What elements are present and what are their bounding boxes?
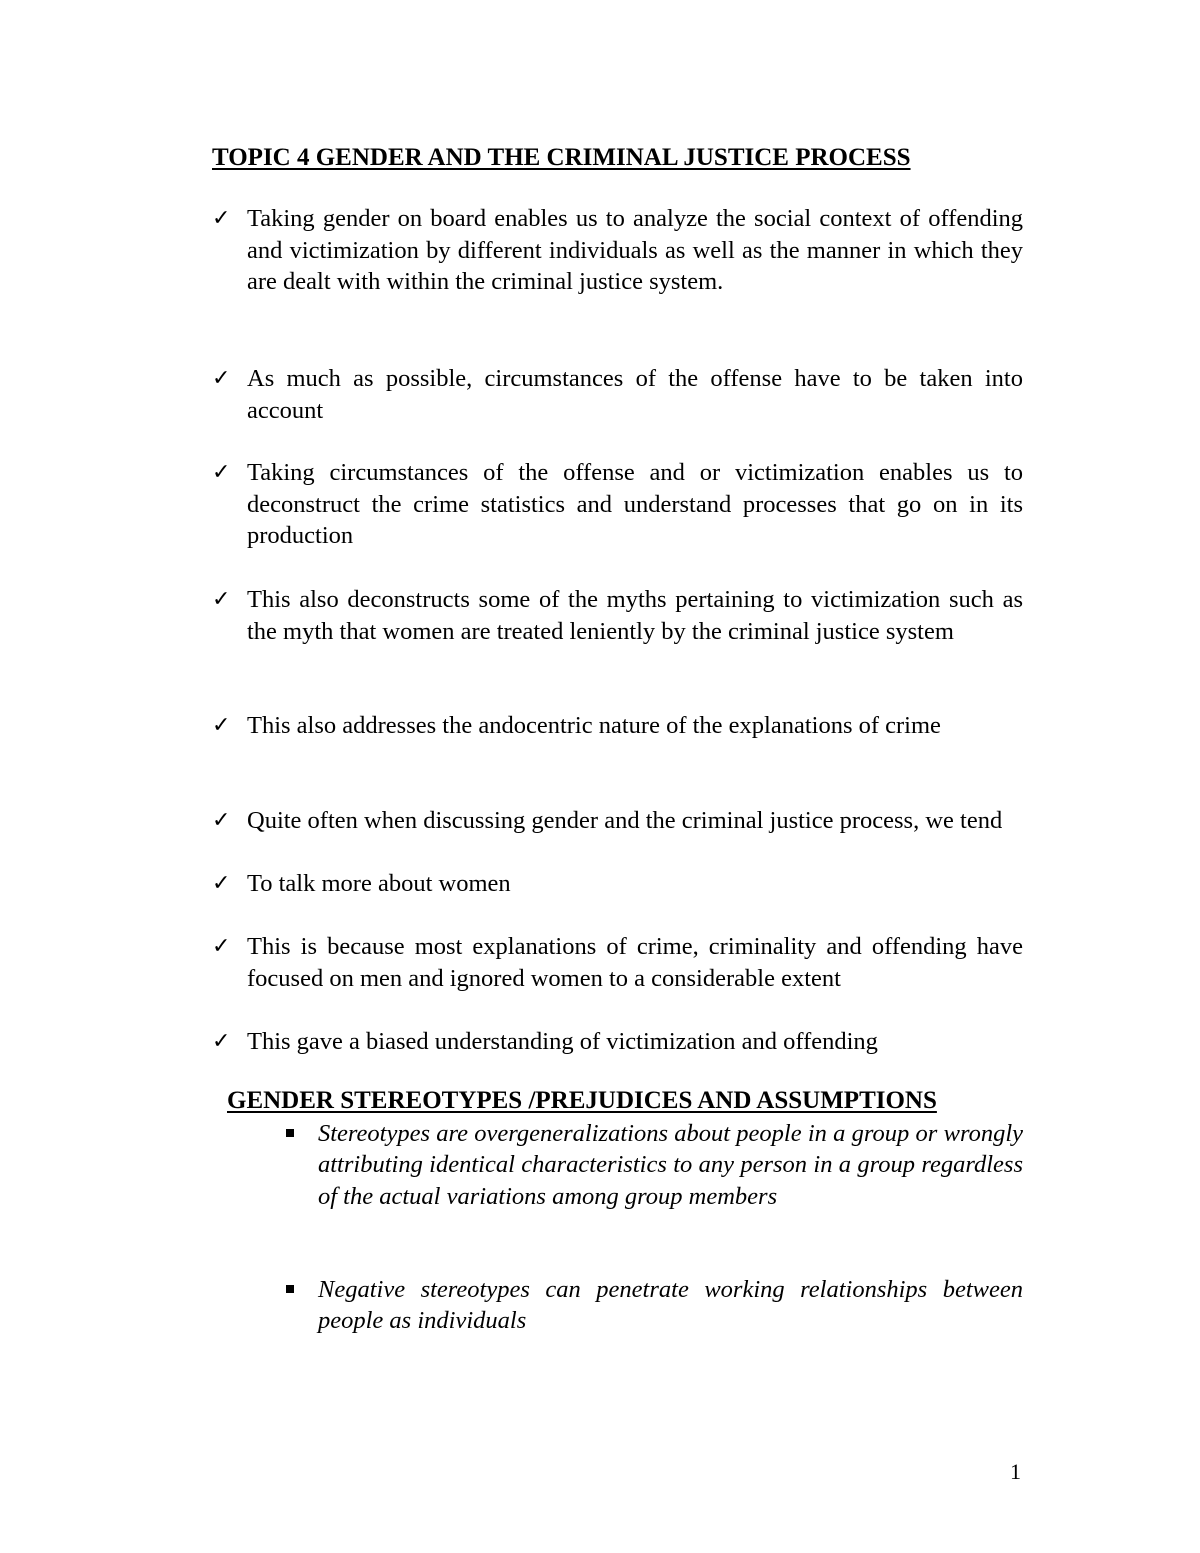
check-mark-icon: ✓: [212, 1029, 231, 1054]
list-item-text: Taking circumstances of the offense and or victimization enables us to deconstruct the crime statistics and understand processes that go on in its production: [247, 459, 1023, 550]
check-mark-icon: ✓: [212, 871, 231, 896]
list-item: [212, 805, 1023, 837]
document-title: TOPIC 4 GENDER AND THE CRIMINAL JUSTICE PROCESS: [212, 144, 911, 171]
list-item: [212, 203, 1023, 298]
list-item-text: As much as possible, circumstances of the offense have to be taken into account: [247, 365, 1023, 424]
check-mark-icon: ✓: [212, 206, 231, 231]
list-item-text: Quite often when discussing gender and the criminal justice process, we tend: [247, 807, 1003, 834]
check-mark-icon: ✓: [212, 587, 231, 612]
list-item-text: To talk more about women: [247, 870, 511, 897]
list-item-text: This is because most explanations of crime, criminality and offending have focused on men and ignored women to a considerable extent: [247, 933, 1023, 992]
list-item-text: This also deconstructs some of the myths pertaining to victimization such as the myth that women are treated leniently by the criminal justice system: [247, 586, 1023, 645]
list-item: [212, 584, 1023, 647]
check-mark-icon: ✓: [212, 934, 231, 959]
list-item: [212, 868, 1023, 900]
section-title: GENDER STEREOTYPES /PREJUDICES AND ASSUMPTIONS: [227, 1087, 937, 1114]
list-item-text: This also addresses the andocentric nature of the explanations of crime: [247, 712, 941, 739]
list-item-text: Taking gender on board enables us to analyze the social context of offending and victimization by different individuals as well as the manner in which they are dealt with within the criminal justice system.: [247, 205, 1023, 296]
list-item: [280, 1118, 1023, 1212]
list-item: [212, 363, 1023, 426]
list-item: [212, 457, 1023, 552]
check-mark-icon: ✓: [212, 713, 231, 738]
list-item-text: Stereotypes are overgeneralizations about people in a group or wrongly attributing identical characteristics to any person in a group regardless of the actual variations among group members: [318, 1120, 1023, 1210]
list-item: [212, 710, 1023, 742]
check-mark-icon: ✓: [212, 460, 231, 485]
list-item: [212, 931, 1023, 994]
check-mark-icon: ✓: [212, 366, 231, 391]
page-number: 1: [1010, 1459, 1021, 1484]
square-bullet-icon: [286, 1285, 294, 1293]
list-item-text: This gave a biased understanding of victimization and offending: [247, 1028, 878, 1055]
square-bullet-icon: [286, 1129, 294, 1137]
list-item: [280, 1274, 1023, 1337]
check-mark-icon: ✓: [212, 808, 231, 833]
list-item: [212, 1026, 1023, 1058]
list-item-text: Negative stereotypes can penetrate working relationships between people as individuals: [318, 1276, 1023, 1335]
